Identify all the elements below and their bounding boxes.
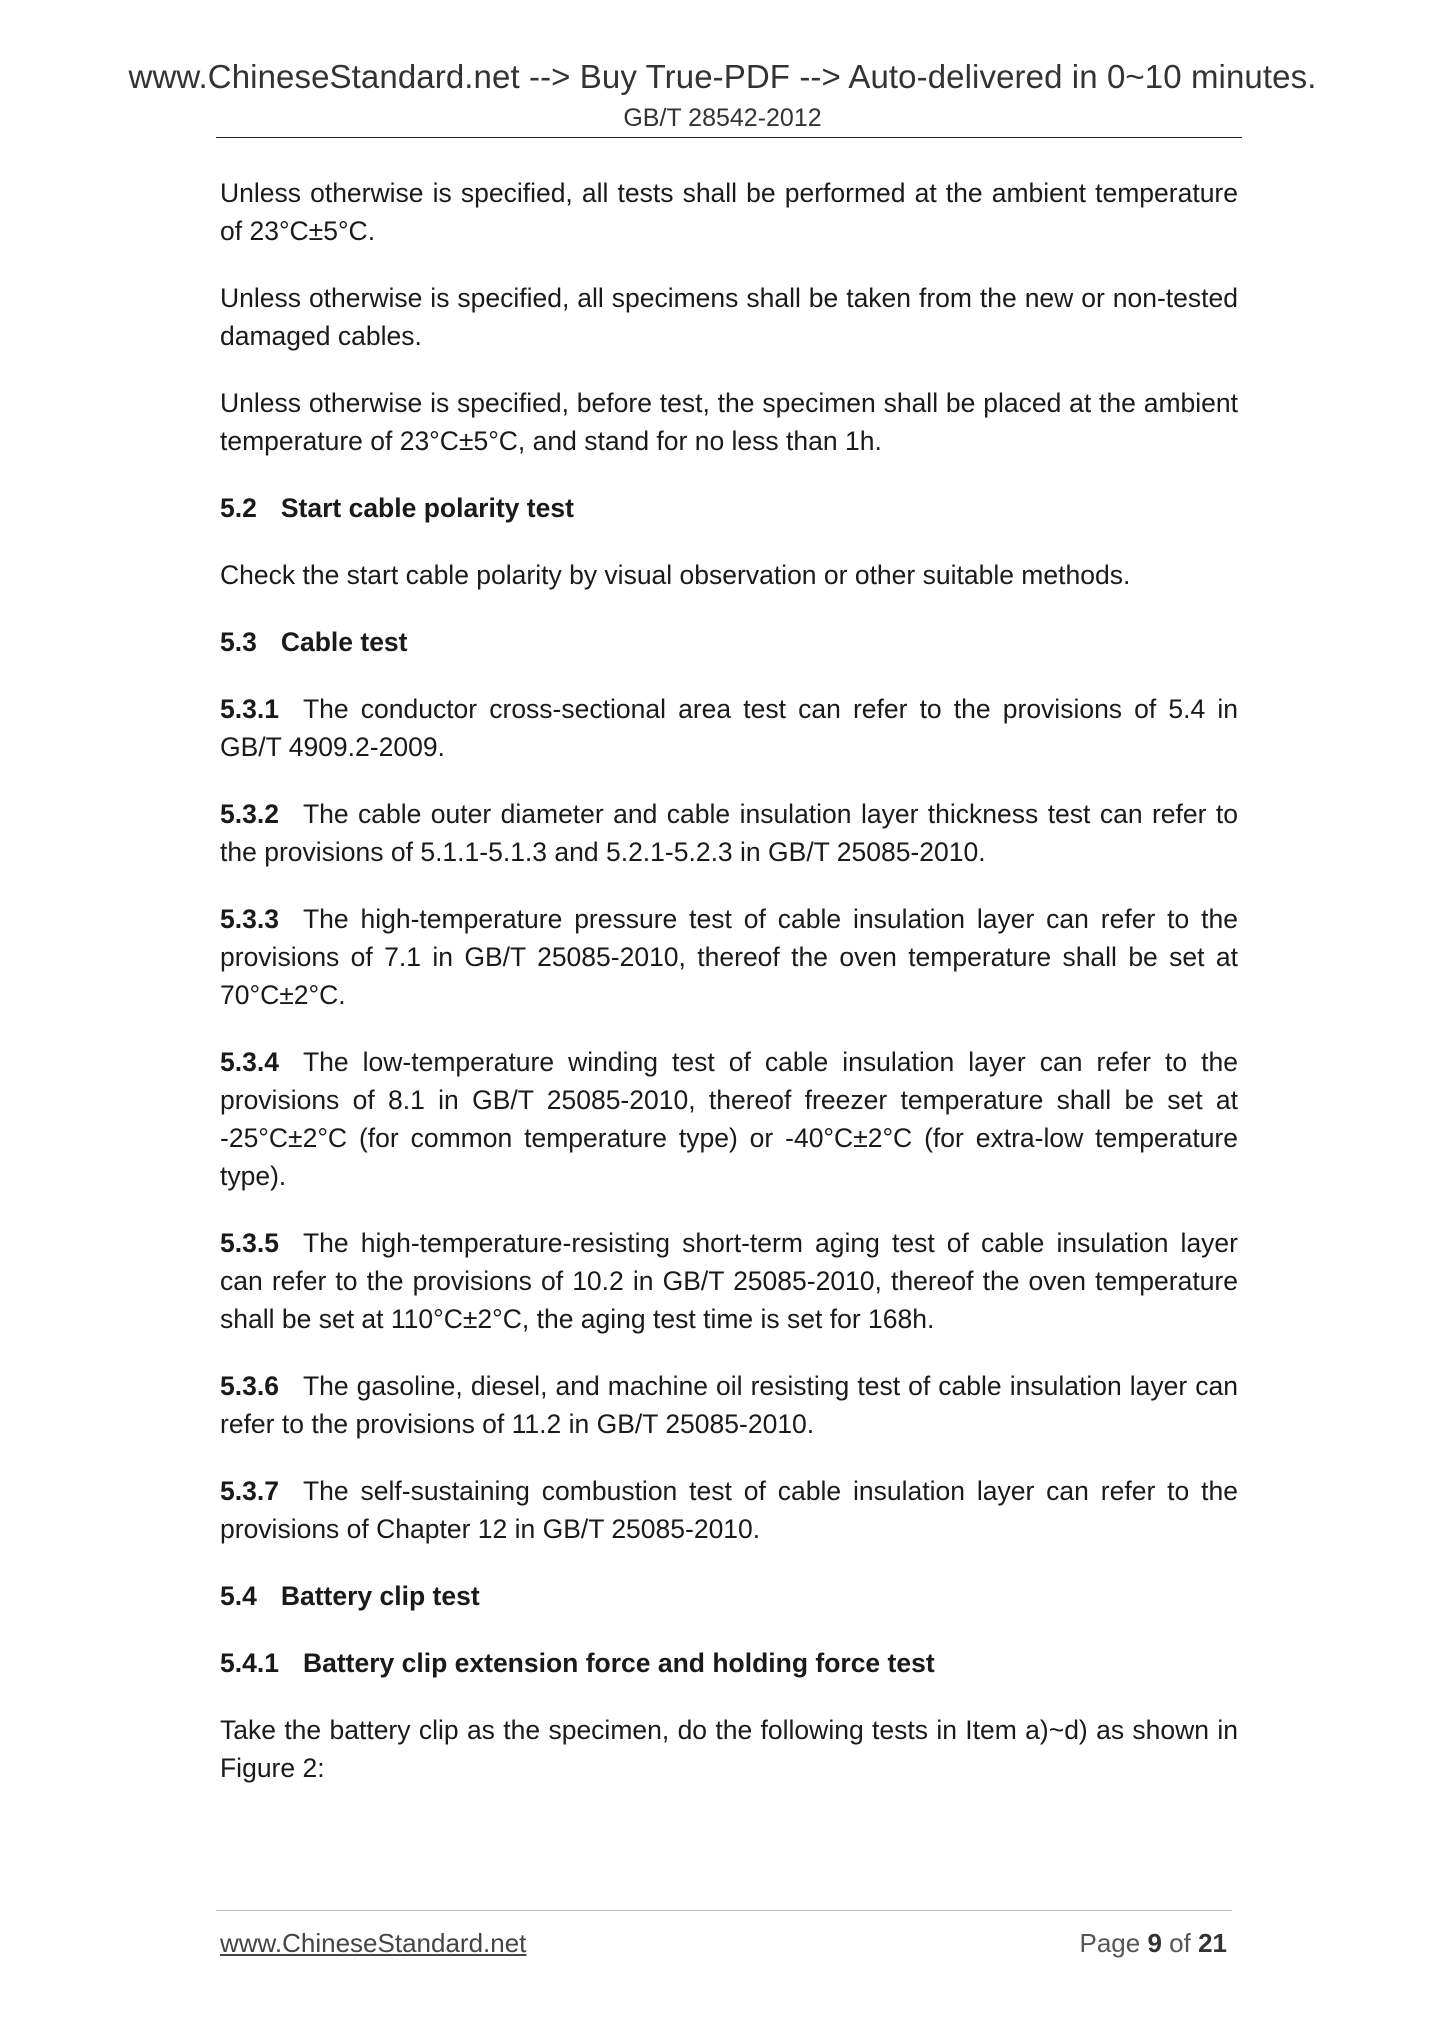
footer-website-link[interactable]: www.ChineseStandard.net bbox=[220, 1928, 527, 1958]
section-number: 5.4 bbox=[220, 1581, 257, 1611]
clause-text: The self-sustaining combustion test of cable insulation layer can refer to the provisions of Chapter 12 in GB/T 25085-2010. bbox=[220, 1476, 1238, 1544]
page-number bbox=[1079, 1928, 1227, 1959]
clause-5-3-5 bbox=[220, 1224, 1238, 1338]
clause-text: The high-temperature-resisting short-term aging test of cable insulation layer can refer to the provisions of 10.2 in GB/T 25085-2010, thereof the oven temperature shall be set at 110°C±2°C, the aging test time is set for 168h. bbox=[220, 1228, 1238, 1334]
section-number: 5.3 bbox=[220, 627, 257, 657]
page-total: 21 bbox=[1198, 1928, 1227, 1958]
section-number: 5.4.1 bbox=[220, 1648, 279, 1678]
section-title: Battery clip extension force and holding force test bbox=[302, 1648, 935, 1678]
document-body bbox=[220, 174, 1238, 1816]
clause-text: The high-temperature pressure test of cable insulation layer can refer to the provisions of 7.1 in GB/T 25085-2010, thereof the oven temperature shall be set at 70°C±2°C. bbox=[220, 904, 1238, 1010]
clause-5-3-1 bbox=[220, 690, 1238, 766]
clause-5-3-6 bbox=[220, 1367, 1238, 1443]
clause-number: 5.3.3 bbox=[220, 904, 279, 934]
section-heading-5-4 bbox=[220, 1577, 1238, 1615]
section-heading-5-4-1 bbox=[220, 1644, 1238, 1682]
paragraph-specimens: Unless otherwise is specified, all specimens shall be taken from the new or non-tested damaged cables. bbox=[220, 283, 1238, 351]
section-title: Start cable polarity test bbox=[280, 493, 574, 523]
clause-5-3-4 bbox=[220, 1043, 1238, 1195]
paragraph-specimen-conditioning: Unless otherwise is specified, before test, the specimen shall be placed at the ambient temperature of 23°C±5°C, and stand for no less than 1h. bbox=[220, 388, 1238, 456]
clause-text: The cable outer diameter and cable insulation layer thickness test can refer to the provisions of 5.1.1-5.1.3 and 5.2.1-5.2.3 in GB/T 25085-2010. bbox=[220, 799, 1238, 867]
section-number: 5.2 bbox=[220, 493, 257, 523]
standard-code: GB/T 28542-2012 bbox=[623, 104, 822, 132]
paragraph-5-4-1: Take the battery clip as the specimen, do the following tests in Item a)~d) as shown in Figure 2: bbox=[220, 1715, 1238, 1783]
clause-number: 5.3.6 bbox=[220, 1371, 279, 1401]
page-current: 9 bbox=[1147, 1928, 1162, 1958]
clause-text: The gasoline, diesel, and machine oil resisting test of cable insulation layer can refer to the provisions of 11.2 in GB/T 25085-2010. bbox=[220, 1371, 1238, 1439]
clause-number: 5.3.7 bbox=[220, 1476, 279, 1506]
clause-5-3-3 bbox=[220, 900, 1238, 1014]
footer-divider bbox=[216, 1910, 1232, 1911]
paragraph-5-2: Check the start cable polarity by visual observation or other suitable methods. bbox=[220, 560, 1131, 590]
paragraph-ambient-temperature: Unless otherwise is specified, all tests shall be performed at the ambient temperature of 23°C±5°C. bbox=[220, 178, 1238, 246]
section-title: Battery clip test bbox=[280, 1581, 480, 1611]
clause-number: 5.3.1 bbox=[220, 694, 279, 724]
page-prefix: Page bbox=[1079, 1928, 1141, 1958]
section-heading-5-2 bbox=[220, 489, 1238, 527]
clause-5-3-2 bbox=[220, 795, 1238, 871]
clause-5-3-7 bbox=[220, 1472, 1238, 1548]
section-title: Cable test bbox=[280, 627, 408, 657]
clause-number: 5.3.4 bbox=[220, 1047, 279, 1077]
page-of: of bbox=[1169, 1928, 1191, 1958]
clause-text: The conductor cross-sectional area test can refer to the provisions of 5.4 in GB/T 4909.2-2009. bbox=[220, 694, 1238, 762]
clause-number: 5.3.2 bbox=[220, 799, 279, 829]
header-divider bbox=[216, 137, 1242, 138]
section-heading-5-3 bbox=[220, 623, 1238, 661]
header-banner: www.ChineseStandard.net --> Buy True-PDF --> Auto-delivered in 0~10 minutes. bbox=[128, 58, 1317, 95]
clause-text: The low-temperature winding test of cable insulation layer can refer to the provisions of 8.1 in GB/T 25085-2010, thereof freezer temperature shall be set at -25°C±2°C (for common temperature type) or -40°C±2°C (for extra-low temperature type). bbox=[220, 1047, 1238, 1191]
clause-number: 5.3.5 bbox=[220, 1228, 279, 1258]
